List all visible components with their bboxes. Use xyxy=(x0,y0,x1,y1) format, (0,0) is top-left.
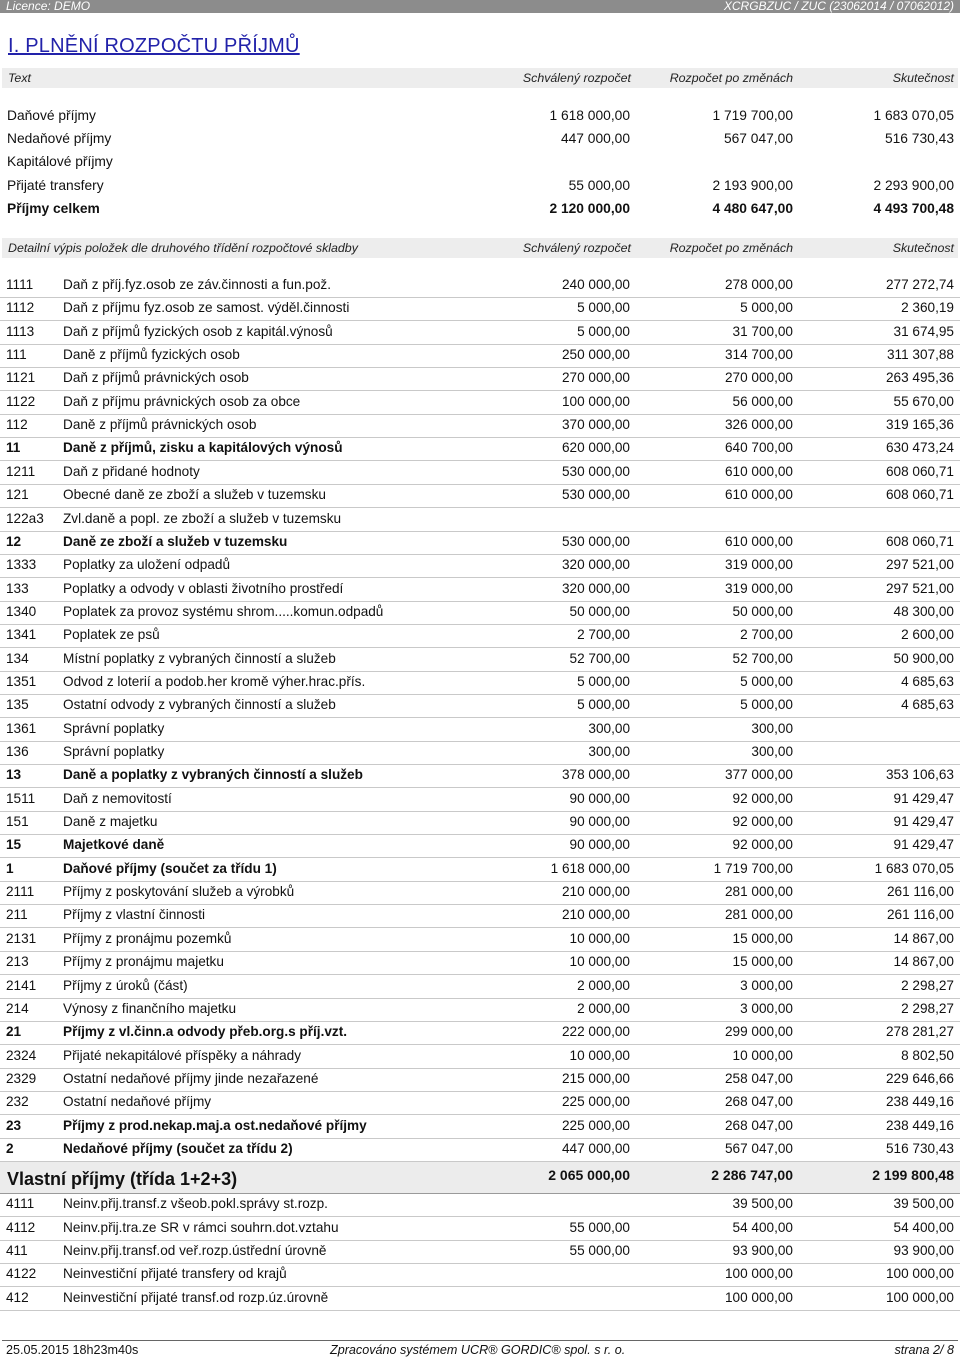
adjusted-value: 56 000,00 xyxy=(732,393,793,409)
item-name: Přijaté nekapitálové příspěky a náhrady xyxy=(63,1047,302,1063)
col-detail-text: Detailní výpis položek dle druhového třídění rozpočtové skladby xyxy=(8,241,358,255)
table-row xyxy=(0,1139,960,1162)
col-approved: Schválený rozpočet xyxy=(522,241,631,255)
approved-value: 530 000,00 xyxy=(561,463,630,479)
summary-label: Nedaňové příjmy xyxy=(7,131,112,146)
adjusted-value: 377 000,00 xyxy=(724,767,793,783)
item-name: Daně z příjmů fyzických osob xyxy=(63,347,240,363)
adjusted-value: 314 700,00 xyxy=(724,347,793,363)
table-row xyxy=(0,859,960,882)
table-row xyxy=(0,835,960,858)
item-code: 13 xyxy=(6,767,22,783)
item-name: Daně z příjmů právnických osob xyxy=(63,417,257,433)
item-name: Majetkové daně xyxy=(63,837,165,853)
summary-label: Daňové příjmy xyxy=(7,108,96,123)
item-code: 1351 xyxy=(6,673,37,689)
item-code: 2131 xyxy=(6,930,37,946)
item-code: 1112 xyxy=(6,300,35,316)
approved-value: 50 000,00 xyxy=(569,603,630,619)
approved-value: 530 000,00 xyxy=(561,487,630,503)
adjusted-value: 39 500,00 xyxy=(732,1196,793,1212)
item-code: 135 xyxy=(6,697,29,713)
footer-date: 25.05.2015 18h23m40s xyxy=(6,1343,139,1357)
item-name: Nedaňové příjmy (součet za třídu 2) xyxy=(63,1140,293,1156)
item-name: Vlastní příjmy (třída 1+2+3) xyxy=(7,1169,238,1190)
approved-value: 240 000,00 xyxy=(561,277,630,292)
table-row xyxy=(0,1092,960,1115)
actual-value: 261 116,00 xyxy=(886,884,954,900)
table-row xyxy=(0,509,960,532)
actual-value: 50 900,00 xyxy=(893,650,954,666)
item-name: Odvod z loterií a podob.her kromě výher.hrac.přís. xyxy=(63,673,366,689)
adjusted-value: 2 193 900,00 xyxy=(712,178,793,193)
adjusted-value: 278 000,00 xyxy=(724,277,793,292)
item-name: Poplatek za provoz systému shrom.....komun.odpadů xyxy=(63,603,384,619)
item-code: 4112 xyxy=(6,1219,36,1235)
adjusted-value: 5 000,00 xyxy=(740,673,793,689)
approved-value: 300,00 xyxy=(588,720,630,736)
item-name: Poplatky za uložení odpadů xyxy=(63,557,231,573)
table-row xyxy=(0,345,960,368)
table-row xyxy=(0,555,960,578)
item-code: 21 xyxy=(6,1024,22,1040)
item-name: Ostatní nedaňové příjmy jinde nezařazené xyxy=(63,1070,319,1086)
item-code: 1333 xyxy=(6,557,37,573)
approved-value: 530 000,00 xyxy=(561,533,630,549)
adjusted-value: 4 480 647,00 xyxy=(712,201,793,216)
adjusted-value: 3 000,00 xyxy=(740,977,793,993)
actual-value: 516 730,43 xyxy=(884,131,954,146)
table-row xyxy=(0,579,960,602)
table-row xyxy=(0,1288,960,1311)
footer-page: strana 2/ 8 xyxy=(894,1343,954,1357)
item-name: Daň z příjmu právnických osob za obce xyxy=(63,393,301,409)
table-row xyxy=(0,672,960,695)
item-code: 1511 xyxy=(6,790,36,806)
item-name: Příjmy z vlastní činnosti xyxy=(63,907,206,923)
item-name: Daň z přidané hodnoty xyxy=(63,463,200,479)
approved-value: 55 000,00 xyxy=(569,1243,630,1258)
item-code: 1361 xyxy=(6,720,37,736)
table-row xyxy=(0,368,960,391)
table-row xyxy=(0,719,960,742)
actual-value: 2 199 800,48 xyxy=(872,1167,954,1184)
table-row xyxy=(0,765,960,788)
actual-value: 4 685,63 xyxy=(901,673,954,689)
item-code: 1122 xyxy=(6,393,36,409)
item-name: Místní poplatky z vybraných činností a služeb xyxy=(63,650,336,666)
item-name: Neinv.přij.tra.ze SR v rámci souhrn.dot.vztahu xyxy=(63,1219,339,1235)
adjusted-value: 640 700,00 xyxy=(724,440,793,456)
adjusted-value: 610 000,00 xyxy=(724,463,793,479)
approved-value: 100 000,00 xyxy=(561,393,630,409)
summary-row xyxy=(0,107,960,129)
actual-value: 91 429,47 xyxy=(893,814,954,830)
adjusted-value: 567 047,00 xyxy=(723,131,793,146)
actual-value: 238 449,16 xyxy=(885,1117,954,1133)
approved-value: 210 000,00 xyxy=(561,907,630,923)
approved-value: 10 000,00 xyxy=(569,954,630,970)
approved-value: 250 000,00 xyxy=(561,347,630,363)
table-row xyxy=(0,275,960,298)
table-row xyxy=(0,392,960,415)
adjusted-value: 15 000,00 xyxy=(732,954,793,970)
item-code: 136 xyxy=(6,744,29,759)
approved-value: 1 618 000,00 xyxy=(549,108,630,123)
table-row xyxy=(0,999,960,1022)
approved-value: 90 000,00 xyxy=(569,814,630,830)
adjusted-value: 92 000,00 xyxy=(732,814,793,830)
item-code: 1341 xyxy=(6,627,37,643)
adjusted-value: 326 000,00 xyxy=(724,417,793,433)
item-code: 121 xyxy=(6,487,29,503)
item-code: 1211 xyxy=(6,463,36,479)
item-name: Daně z majetku xyxy=(63,814,158,830)
item-code: 133 xyxy=(6,580,29,596)
item-name: Neinv.přij.transf.z všeob.pokl.správy st.rozp. xyxy=(63,1196,328,1212)
approved-value: 2 000,00 xyxy=(577,977,630,993)
approved-value: 1 618 000,00 xyxy=(550,860,630,876)
actual-value: 48 300,00 xyxy=(893,603,954,619)
table-row xyxy=(0,298,960,321)
actual-value: 238 449,16 xyxy=(885,1094,954,1110)
item-code: 4111 xyxy=(6,1196,35,1212)
item-name: Neinvestiční přijaté transf.od rozp.úz.úrovně xyxy=(63,1289,329,1305)
approved-value: 210 000,00 xyxy=(561,884,630,900)
table-row xyxy=(0,1069,960,1092)
approved-value: 5 000,00 xyxy=(577,697,630,713)
grand-total-row xyxy=(0,1162,960,1194)
table-row xyxy=(0,929,960,952)
actual-value: 14 867,00 xyxy=(893,954,954,970)
actual-value: 4 493 700,48 xyxy=(873,201,954,216)
adjusted-value: 15 000,00 xyxy=(732,930,793,946)
table-row xyxy=(0,438,960,461)
table-row xyxy=(0,742,960,765)
adjusted-value: 1 719 700,00 xyxy=(712,108,793,123)
item-code: 2141 xyxy=(6,977,37,993)
table-row xyxy=(0,952,960,975)
adjusted-value: 92 000,00 xyxy=(732,790,793,806)
table-row xyxy=(0,976,960,999)
actual-value: 39 500,00 xyxy=(893,1196,954,1212)
adjusted-value: 270 000,00 xyxy=(724,370,793,386)
item-code: 112 xyxy=(6,417,28,433)
detail-header xyxy=(2,238,958,258)
item-name: Obecné daně ze zboží a služeb v tuzemsku xyxy=(63,487,326,503)
adjusted-value: 93 900,00 xyxy=(732,1243,793,1258)
actual-value: 1 683 070,05 xyxy=(874,860,954,876)
actual-value: 516 730,43 xyxy=(885,1140,954,1156)
summary-label: Kapitálové příjmy xyxy=(7,154,113,169)
item-code: 134 xyxy=(6,650,29,666)
item-code: 122a3 xyxy=(6,510,44,526)
actual-value: 91 429,47 xyxy=(893,837,954,853)
actual-value: 54 400,00 xyxy=(893,1219,954,1235)
approved-value: 320 000,00 xyxy=(561,557,630,573)
actual-value: 630 473,24 xyxy=(885,440,954,456)
item-name: Poplatek ze psů xyxy=(63,627,160,643)
item-name: Daně ze zboží a služeb v tuzemsku xyxy=(63,533,288,549)
item-name: Příjmy z úroků (část) xyxy=(63,977,188,993)
item-name: Příjmy z vl.činn.a odvody přeb.org.s příj.vzt. xyxy=(63,1024,348,1040)
page-title: I. PLNĚNÍ ROZPOČTU PŘÍJMŮ xyxy=(8,35,300,57)
approved-value: 2 700,00 xyxy=(577,627,630,643)
approved-value: 5 000,00 xyxy=(577,300,630,316)
approved-value: 222 000,00 xyxy=(561,1024,630,1040)
adjusted-value: 2 286 747,00 xyxy=(711,1167,793,1184)
table-row xyxy=(0,602,960,625)
adjusted-value: 10 000,00 xyxy=(732,1047,793,1063)
item-code: 232 xyxy=(6,1094,29,1110)
table-row xyxy=(0,1116,960,1139)
actual-value: 261 116,00 xyxy=(886,907,954,923)
item-code: 2324 xyxy=(6,1047,37,1063)
summary-header xyxy=(2,68,958,88)
item-code: 4122 xyxy=(6,1266,37,1282)
approved-value: 270 000,00 xyxy=(561,370,630,386)
adjusted-value: 281 000,00 xyxy=(724,907,793,923)
item-name: Daň z příjmů fyzických osob z kapitál.výnosů xyxy=(63,323,333,339)
item-code: 1121 xyxy=(6,370,36,386)
item-code: 11 xyxy=(6,440,21,456)
table-row xyxy=(0,415,960,438)
actual-value: 608 060,71 xyxy=(885,463,954,479)
approved-value: 90 000,00 xyxy=(569,837,630,853)
actual-value: 229 646,66 xyxy=(885,1070,954,1086)
actual-value: 100 000,00 xyxy=(885,1266,954,1282)
item-name: Daň z příj.fyz.osob ze záv.činnosti a fun.pož. xyxy=(63,277,331,292)
table-row xyxy=(0,1046,960,1069)
item-code: 151 xyxy=(6,814,29,830)
item-name: Zvl.daně a popl. ze zboží a služeb v tuzemsku xyxy=(63,510,342,526)
approved-value: 378 000,00 xyxy=(561,767,630,783)
item-code: 111 xyxy=(6,347,27,363)
item-name: Daňové příjmy (součet za třídu 1) xyxy=(63,860,277,876)
table-row xyxy=(0,1218,960,1241)
actual-value: 2 600,00 xyxy=(901,627,954,643)
approved-value: 90 000,00 xyxy=(569,790,630,806)
table-row xyxy=(0,1264,960,1287)
table-row xyxy=(0,789,960,812)
col-actual: Skutečnost xyxy=(892,241,954,255)
item-name: Výnosy z finančního majetku xyxy=(63,1000,237,1016)
table-row xyxy=(0,462,960,485)
table-row xyxy=(0,485,960,508)
table-row xyxy=(0,532,960,555)
col-text: Text xyxy=(8,71,31,85)
col-actual: Skutečnost xyxy=(892,71,954,85)
actual-value: 2 360,19 xyxy=(901,300,954,316)
actual-value: 14 867,00 xyxy=(893,930,954,946)
adjusted-value: 92 000,00 xyxy=(732,837,793,853)
adjusted-value: 52 700,00 xyxy=(732,650,793,666)
item-code: 1113 xyxy=(6,323,35,339)
adjusted-value: 567 047,00 xyxy=(724,1140,793,1156)
adjusted-value: 54 400,00 xyxy=(732,1219,793,1235)
item-code: 1111 xyxy=(6,277,34,292)
actual-value: 311 307,88 xyxy=(886,347,954,363)
item-code: 2329 xyxy=(6,1070,37,1086)
footer-system: Zpracováno systémem UCR® GORDIC® spol. s r. o. xyxy=(330,1343,626,1357)
license-bar xyxy=(0,0,960,13)
approved-value: 2 120 000,00 xyxy=(549,201,630,216)
item-code: 211 xyxy=(6,907,28,923)
item-name: Příjmy z poskytování služeb a výrobků xyxy=(63,884,295,900)
item-code: 411 xyxy=(6,1243,28,1258)
approved-value: 447 000,00 xyxy=(561,1140,630,1156)
table-row xyxy=(0,625,960,648)
approved-value: 55 000,00 xyxy=(568,178,630,193)
approved-value: 370 000,00 xyxy=(561,417,630,433)
actual-value: 608 060,71 xyxy=(885,487,954,503)
table-row xyxy=(0,1241,960,1264)
approved-value: 10 000,00 xyxy=(569,1047,630,1063)
item-name: Příjmy z pronájmu majetku xyxy=(63,954,224,970)
actual-value: 93 900,00 xyxy=(893,1243,954,1258)
item-name: Ostatní nedaňové příjmy xyxy=(63,1094,212,1110)
actual-value: 91 429,47 xyxy=(893,790,954,806)
adjusted-value: 268 047,00 xyxy=(724,1117,793,1133)
actual-value: 263 495,36 xyxy=(885,370,954,386)
table-row xyxy=(0,882,960,905)
adjusted-value: 258 047,00 xyxy=(724,1070,793,1086)
item-name: Správní poplatky xyxy=(63,744,165,759)
item-name: Daně a poplatky z vybraných činností a služeb xyxy=(63,767,363,783)
approved-value: 55 000,00 xyxy=(569,1219,630,1235)
adjusted-value: 100 000,00 xyxy=(724,1289,793,1305)
col-adjusted: Rozpočet po změnách xyxy=(669,71,793,85)
actual-value: 4 685,63 xyxy=(901,697,954,713)
approved-value: 447 000,00 xyxy=(560,131,630,146)
item-name: Neinvestiční přijaté transfery od krajů xyxy=(63,1266,287,1282)
summary-row xyxy=(0,130,960,152)
item-code: 23 xyxy=(6,1117,22,1133)
actual-value: 1 683 070,05 xyxy=(873,108,954,123)
actual-value: 2 293 900,00 xyxy=(873,178,954,193)
item-name: Správní poplatky xyxy=(63,720,165,736)
actual-value: 353 106,63 xyxy=(885,767,954,783)
col-adjusted: Rozpočet po změnách xyxy=(669,241,793,255)
actual-value: 2 298,27 xyxy=(901,977,954,993)
report-code: XCRGBZUC / ZUC (23062014 / 07062012) xyxy=(723,0,954,13)
actual-value: 2 298,27 xyxy=(901,1000,954,1016)
approved-value: 215 000,00 xyxy=(561,1070,630,1086)
item-name: Daň z příjmu fyz.osob ze samost. výděl.činnosti xyxy=(63,300,350,316)
actual-value: 297 521,00 xyxy=(885,580,954,596)
item-code: 12 xyxy=(6,533,22,549)
summary-row xyxy=(0,153,960,175)
actual-value: 55 670,00 xyxy=(893,393,954,409)
actual-value: 31 674,95 xyxy=(893,323,954,339)
adjusted-value: 281 000,00 xyxy=(724,884,793,900)
item-code: 15 xyxy=(6,837,22,853)
item-code: 2 xyxy=(6,1140,14,1156)
approved-value: 5 000,00 xyxy=(577,323,630,339)
actual-value: 100 000,00 xyxy=(885,1289,954,1305)
adjusted-value: 50 000,00 xyxy=(732,603,793,619)
adjusted-value: 1 719 700,00 xyxy=(713,860,793,876)
approved-value: 2 065 000,00 xyxy=(548,1167,630,1184)
table-row xyxy=(0,322,960,345)
item-name: Daň z nemovitostí xyxy=(63,790,172,806)
item-name: Poplatky a odvody v oblasti životního prostředí xyxy=(63,580,344,596)
summary-label: Přijaté transfery xyxy=(7,178,104,193)
approved-value: 225 000,00 xyxy=(561,1094,630,1110)
approved-value: 620 000,00 xyxy=(561,440,630,456)
actual-value: 608 060,71 xyxy=(885,533,954,549)
table-row xyxy=(0,649,960,672)
approved-value: 10 000,00 xyxy=(569,930,630,946)
table-row xyxy=(0,905,960,928)
footer-divider xyxy=(2,1340,958,1341)
adjusted-value: 5 000,00 xyxy=(740,300,793,316)
adjusted-value: 5 000,00 xyxy=(740,697,793,713)
adjusted-value: 610 000,00 xyxy=(724,533,793,549)
table-row xyxy=(0,1194,960,1217)
item-name: Neinv.přij.transf.od veř.rozp.ústřední úrovně xyxy=(63,1243,327,1258)
actual-value: 319 165,36 xyxy=(885,417,954,433)
item-code: 1340 xyxy=(6,603,37,619)
adjusted-value: 319 000,00 xyxy=(724,580,793,596)
item-name: Příjmy z prod.nekap.maj.a ost.nedaňové příjmy xyxy=(63,1117,367,1133)
adjusted-value: 610 000,00 xyxy=(724,487,793,503)
item-name: Ostatní odvody z vybraných činností a služeb xyxy=(63,697,336,713)
item-code: 412 xyxy=(6,1289,29,1305)
col-approved: Schválený rozpočet xyxy=(522,71,631,85)
approved-value: 52 700,00 xyxy=(569,650,630,666)
summary-row xyxy=(0,177,960,199)
approved-value: 320 000,00 xyxy=(561,580,630,596)
actual-value: 297 521,00 xyxy=(885,557,954,573)
actual-value: 277 272,74 xyxy=(885,277,954,292)
item-code: 213 xyxy=(6,954,29,970)
item-code: 1 xyxy=(6,860,14,876)
adjusted-value: 299 000,00 xyxy=(724,1024,793,1040)
approved-value: 5 000,00 xyxy=(577,673,630,689)
item-name: Příjmy z pronájmu pozemků xyxy=(63,930,232,946)
approved-value: 225 000,00 xyxy=(561,1117,630,1133)
adjusted-value: 2 700,00 xyxy=(740,627,793,643)
license-label: Licence: DEMO xyxy=(6,0,91,13)
adjusted-value: 31 700,00 xyxy=(732,323,793,339)
summary-row xyxy=(0,200,960,222)
item-code: 214 xyxy=(6,1000,29,1016)
item-code: 2111 xyxy=(6,884,35,900)
table-row xyxy=(0,812,960,835)
item-name: Daně z příjmů, zisku a kapitálových výnosů xyxy=(63,440,343,456)
approved-value: 300,00 xyxy=(588,744,630,759)
actual-value: 278 281,27 xyxy=(885,1024,954,1040)
adjusted-value: 100 000,00 xyxy=(724,1266,793,1282)
adjusted-value: 3 000,00 xyxy=(740,1000,793,1016)
adjusted-value: 268 047,00 xyxy=(724,1094,793,1110)
table-row xyxy=(0,1022,960,1045)
adjusted-value: 319 000,00 xyxy=(724,557,793,573)
item-name: Daň z příjmů právnických osob xyxy=(63,370,249,386)
summary-label: Příjmy celkem xyxy=(7,201,100,216)
adjusted-value: 300,00 xyxy=(751,720,793,736)
actual-value: 8 802,50 xyxy=(901,1047,954,1063)
approved-value: 2 000,00 xyxy=(577,1000,630,1016)
adjusted-value: 300,00 xyxy=(751,744,793,759)
table-row xyxy=(0,695,960,718)
